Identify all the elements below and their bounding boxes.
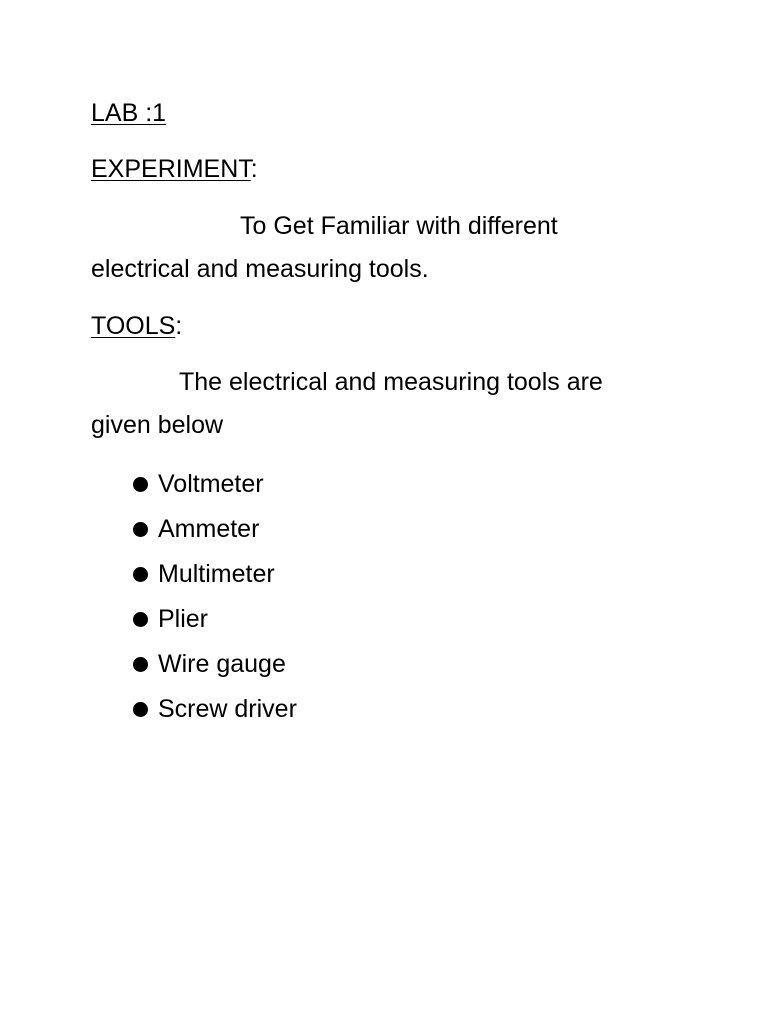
experiment-description-line-2: electrical and measuring tools. xyxy=(91,255,429,283)
list-item-text: Screw driver xyxy=(158,695,297,723)
bullet-icon xyxy=(133,522,148,537)
experiment-colon: : xyxy=(250,155,258,183)
bullet-icon xyxy=(133,657,148,672)
experiment-heading xyxy=(91,154,258,184)
lab-heading xyxy=(91,98,166,128)
bullet-icon xyxy=(133,477,148,492)
tools-intro-line-1: The electrical and measuring tools are xyxy=(179,368,603,396)
list-item-text: Voltmeter xyxy=(158,470,264,498)
tools-colon: : xyxy=(175,312,183,340)
experiment-label: EXPERIMENT xyxy=(91,155,251,183)
tools-heading xyxy=(91,311,182,341)
experiment-description-line-1: To Get Familiar with different xyxy=(240,212,558,240)
list-item-text: Multimeter xyxy=(158,560,275,588)
bullet-icon xyxy=(133,567,148,582)
bullet-icon xyxy=(133,702,148,717)
tools-label: TOOLS xyxy=(91,312,176,340)
list-item-text: Wire gauge xyxy=(158,650,286,678)
list-item-text: Plier xyxy=(158,605,209,633)
lab-heading-text: LAB :1 xyxy=(91,99,167,127)
list-item-text: Ammeter xyxy=(158,515,260,543)
tools-intro-line-2: given below xyxy=(91,411,224,439)
bullet-icon xyxy=(133,612,148,627)
